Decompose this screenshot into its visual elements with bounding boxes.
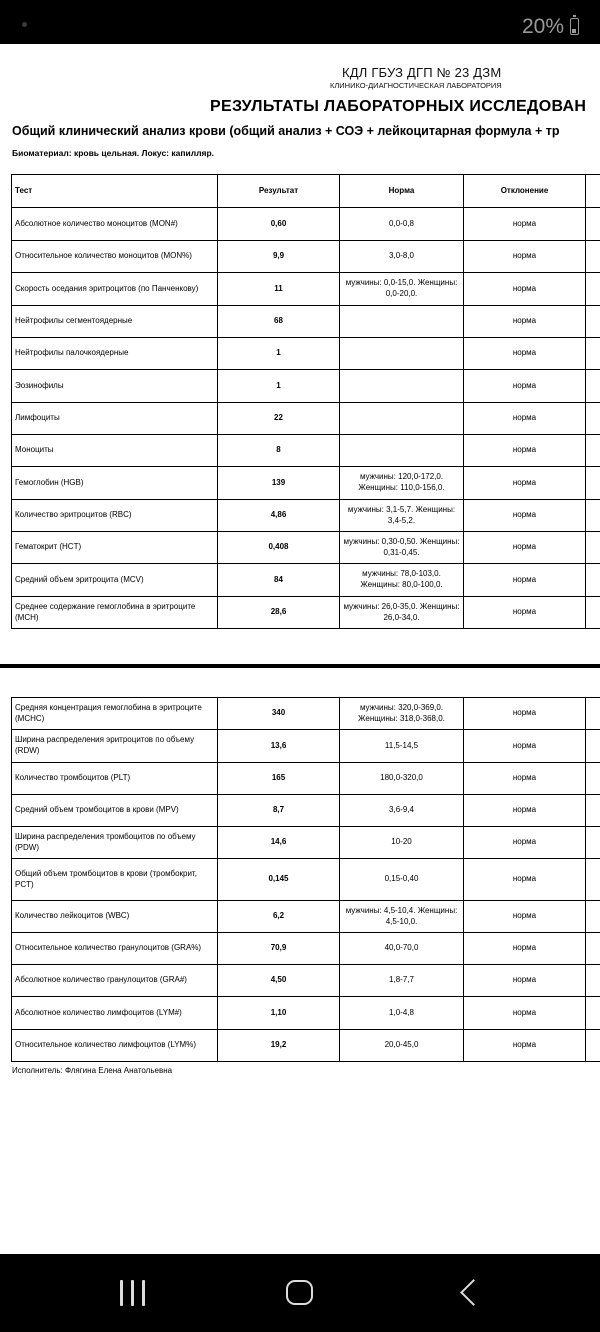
table-row [12,467,600,500]
status-bar [0,0,600,44]
table-row [12,730,600,763]
cell-test: Лимфоциты [12,403,218,435]
cell-deviation: норма [464,859,586,901]
navigation-bar [0,1254,600,1332]
cell-extra [586,795,600,827]
cell-deviation: норма [464,997,586,1030]
cell-norm: мужчины: 78,0-103,0. Женщины: 80,0-100,0. [340,564,464,597]
battery-icon [570,18,579,35]
cell-result: 70,9 [218,933,340,965]
cell-norm: мужчины: 4,5-10,4. Женщины: 4,5-10,0. [340,901,464,933]
cell-result: 1 [218,370,340,403]
cell-test: Моноциты [12,435,218,467]
header-deviation: Отклонение [464,175,586,208]
cell-extra [586,403,600,435]
cell-norm: мужчины: 26,0-35,0. Женщины: 26,0-34,0. [340,597,464,629]
table-row [12,795,600,827]
header-extra [586,175,600,208]
cell-extra [586,273,600,306]
header-result: Результат [218,175,340,208]
cell-result: 14,6 [218,827,340,859]
cell-result: 68 [218,306,340,338]
cell-result: 84 [218,564,340,597]
table-row [12,827,600,859]
cell-norm [340,435,464,467]
cell-deviation: норма [464,730,586,763]
cell-norm [340,403,464,435]
cell-result: 1,10 [218,997,340,1030]
cell-result: 8,7 [218,795,340,827]
cell-norm: 11,5-14,5 [340,730,464,763]
cell-norm: 180,0-320,0 [340,763,464,795]
cell-test: Общий объем тромбоцитов в крови (тромбокрит, PCT) [12,859,218,901]
table-row [12,564,600,597]
cell-test: Средний объем эритроцита (MCV) [12,564,218,597]
cell-result: 9,9 [218,241,340,273]
cell-test: Ширина распределения эритроцитов по объему (RDW) [12,730,218,763]
battery-percent: 20% [521,15,564,38]
cell-result: 1 [218,338,340,370]
cell-test: Нейтрофилы сегментоядерные [12,306,218,338]
cell-deviation: норма [464,763,586,795]
cell-test: Относительное количество моноцитов (MON%) [12,241,218,273]
cell-test: Абсолютное количество моноцитов (MON#) [12,208,218,241]
back-button[interactable] [448,1276,498,1312]
biomaterial-line: Биоматериал: кровь цельная. Локус: капилляр. [12,148,215,158]
table-row [12,698,600,730]
cell-extra [586,965,600,997]
table-row [12,933,600,965]
cell-test: Среднее содержание гемоглобина в эритроците (MCH) [12,597,218,629]
cell-extra [586,1030,600,1062]
cell-deviation: норма [464,901,586,933]
cell-test: Относительное количество гранулоцитов (GRA%) [12,933,218,965]
cell-test: Количество эритроцитов (RBC) [12,500,218,532]
table-row [12,763,600,795]
cell-test: Нейтрофилы палочкоядерные [12,338,218,370]
cell-norm: мужчины: 3,1-5,7. Женщины: 3,4-5,2. [340,500,464,532]
cell-result: 22 [218,403,340,435]
org-name: КДЛ ГБУЗ ДГП № 23 ДЗМ [342,65,502,80]
table-row [12,500,600,532]
cell-result: 4,86 [218,500,340,532]
cell-extra [586,370,600,403]
cell-extra [586,467,600,500]
document-page-2 [0,668,600,1254]
cell-test: Абсолютное количество гранулоцитов (GRA#) [12,965,218,997]
cell-test: Эозинофилы [12,370,218,403]
cell-deviation: норма [464,467,586,500]
cell-norm [340,370,464,403]
cell-test: Количество тромбоцитов (PLT) [12,763,218,795]
cell-deviation: норма [464,795,586,827]
cell-norm: мужчины: 320,0-369,0. Женщины: 318,0-368,0. [340,698,464,730]
cell-norm [340,306,464,338]
cell-norm: мужчины: 0,0-15,0. Женщины: 0,0-20,0. [340,273,464,306]
cell-extra [586,500,600,532]
cell-deviation: норма [464,1030,586,1062]
cell-norm: мужчины: 0,30-0,50. Женщины: 0,31-0,45. [340,532,464,564]
cell-result: 11 [218,273,340,306]
cell-extra [586,532,600,564]
cell-norm: 1,8-7,7 [340,965,464,997]
cell-extra [586,338,600,370]
cell-deviation: норма [464,338,586,370]
cell-norm: 40,0-70,0 [340,933,464,965]
table-row [12,997,600,1030]
cell-deviation: норма [464,500,586,532]
cell-extra [586,306,600,338]
cell-extra [586,564,600,597]
cell-norm: 1,0-4,8 [340,997,464,1030]
cell-extra [586,597,600,629]
cell-norm: 20,0-45,0 [340,1030,464,1062]
cell-norm [340,338,464,370]
cell-result: 139 [218,467,340,500]
cell-result: 28,6 [218,597,340,629]
cell-norm: 10-20 [340,827,464,859]
cell-deviation: норма [464,532,586,564]
table-row [12,306,600,338]
cell-deviation: норма [464,965,586,997]
cell-extra [586,827,600,859]
cell-extra [586,997,600,1030]
cell-extra [586,901,600,933]
cell-deviation: норма [464,306,586,338]
cell-test: Средний объем тромбоцитов в крови (MPV) [12,795,218,827]
cell-extra [586,859,600,901]
cell-extra [586,698,600,730]
cell-deviation: норма [464,827,586,859]
cell-result: 165 [218,763,340,795]
home-button[interactable] [276,1276,326,1312]
cell-test: Гематокрит (HCT) [12,532,218,564]
recent-apps-icon [120,1280,123,1306]
cell-deviation: норма [464,698,586,730]
cell-deviation: норма [464,241,586,273]
table-row [12,859,600,901]
cell-result: 4,50 [218,965,340,997]
cell-result: 340 [218,698,340,730]
table-row [12,241,600,273]
cell-norm: 3,6-9,4 [340,795,464,827]
table-row [12,532,600,564]
cell-deviation: норма [464,933,586,965]
cell-deviation: норма [464,597,586,629]
cell-norm: мужчины: 120,0-172,0. Женщины: 110,0-156,0. [340,467,464,500]
cell-extra [586,208,600,241]
home-icon [286,1280,313,1305]
results-table-page-2 [11,697,600,1062]
lab-name: КЛИНИКО-ДИАГНОСТИЧЕСКАЯ ЛАБОРАТОРИЯ [330,81,502,90]
back-icon [460,1279,487,1306]
cell-test: Скорость оседания эритроцитов (по Панченкову) [12,273,218,306]
cell-deviation: норма [464,435,586,467]
table-row [12,338,600,370]
cell-test: Ширина распределения тромбоцитов по объему (PDW) [12,827,218,859]
cell-extra [586,763,600,795]
cell-extra [586,435,600,467]
table-row [12,403,600,435]
table-row [12,597,600,629]
header-norm: Норма [340,175,464,208]
camera-dot [22,22,27,27]
cell-deviation: норма [464,564,586,597]
cell-result: 0,60 [218,208,340,241]
cell-test: Средняя концентрация гемоглобина в эритроците (MCHC) [12,698,218,730]
cell-result: 19,2 [218,1030,340,1062]
cell-extra [586,241,600,273]
cell-norm: 0,15-0,40 [340,859,464,901]
table-row [12,370,600,403]
table-row [12,901,600,933]
cell-result: 6,2 [218,901,340,933]
header-test: Тест [12,175,218,208]
executor-line: Исполнитель: Флягина Елена Анатольевна [12,1066,173,1075]
cell-norm: 0,0-0,8 [340,208,464,241]
table-row [12,208,600,241]
recent-apps-button[interactable] [108,1276,158,1312]
table-row [12,273,600,306]
results-table-page-1 [11,174,600,629]
cell-test: Абсолютное количество лимфоцитов (LYM#) [12,997,218,1030]
cell-test: Количество лейкоцитов (WBC) [12,901,218,933]
table-row [12,1030,600,1062]
analysis-subtitle: Общий клинический анализ крови (общий анализ + СОЭ + лейкоцитарная формула + тр [12,124,560,138]
document-page-1 [0,44,600,664]
cell-result: 0,145 [218,859,340,901]
cell-deviation: норма [464,208,586,241]
cell-deviation: норма [464,403,586,435]
cell-result: 0,408 [218,532,340,564]
cell-deviation: норма [464,370,586,403]
table-row [12,965,600,997]
cell-result: 13,6 [218,730,340,763]
cell-extra [586,933,600,965]
cell-result: 8 [218,435,340,467]
table-header-row [12,175,600,208]
cell-extra [586,730,600,763]
cell-test: Относительное количество лимфоцитов (LYM%) [12,1030,218,1062]
cell-norm: 3,0-8,0 [340,241,464,273]
document-title: РЕЗУЛЬТАТЫ ЛАБОРАТОРНЫХ ИССЛЕДОВАН [210,98,587,115]
table-row [12,435,600,467]
cell-deviation: норма [464,273,586,306]
cell-test: Гемоглобин (HGB) [12,467,218,500]
